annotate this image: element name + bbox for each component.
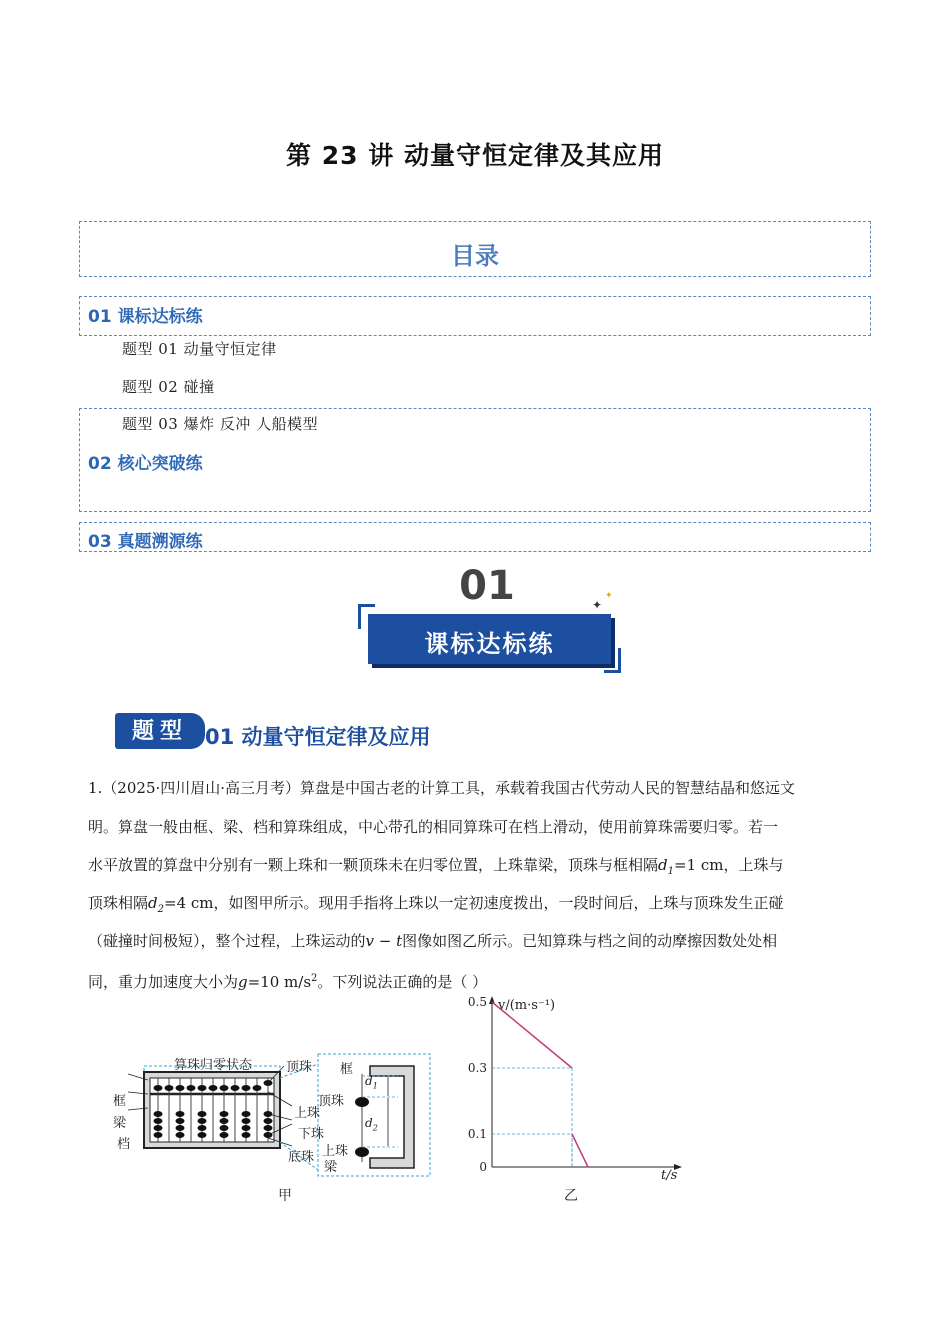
math-vt: v − t <box>365 932 403 950</box>
toc-heading: 目录 <box>451 242 499 270</box>
page-title: 第 23 讲 动量守恒定律及其应用 <box>286 141 664 170</box>
label-d2-var: d <box>365 1116 373 1130</box>
y-tick-label: 0.3 <box>467 1061 487 1075</box>
label-frame-zoom: 框 <box>340 1062 354 1077</box>
section-number: 01 <box>459 563 515 609</box>
math-exp: 2 <box>311 973 318 984</box>
label-frame: 框 <box>113 1094 127 1109</box>
label-top-bead-zoom: 顶珠 <box>318 1094 345 1109</box>
question-text: （碰撞时间极短），整个过程，上珠运动的 <box>88 932 366 950</box>
series-line <box>572 1134 588 1167</box>
chart-xlabel: t/s <box>661 1168 678 1183</box>
label-top-bead: 顶珠 <box>286 1060 313 1075</box>
question-text: 水平放置的算盘中分别有一颗上珠和一颗顶珠未在归零位置，上珠靠梁，顶珠与框相隔 <box>88 856 659 874</box>
zoom-top-bead <box>355 1097 369 1107</box>
label-upper-bead: 上珠 <box>294 1106 321 1121</box>
question-type-title: 01 动量守恒定律及应用 <box>205 725 431 749</box>
y-tick-label: 0.1 <box>467 1127 487 1141</box>
question-text: 顶珠相隔 <box>88 894 149 912</box>
math-var: d <box>658 856 668 874</box>
math-sub: 1 <box>667 866 674 877</box>
question-text: 图像如图乙所示。已知算珠与档之间的动摩擦因数处处相 <box>402 932 778 950</box>
question-line-3 <box>88 855 784 882</box>
sparkle-icon: ✦ <box>592 598 603 612</box>
toc-section-2-label[interactable]: 02 核心突破练 <box>88 454 203 474</box>
label-upper-bead-zoom: 上珠 <box>322 1144 349 1159</box>
math-var: d <box>148 894 158 912</box>
toc-section-3-label[interactable]: 03 真题溯源练 <box>88 532 203 552</box>
toc-item-2[interactable]: 题型 02 碰撞 <box>122 378 215 396</box>
math-sub: 2 <box>157 904 164 915</box>
label-rod: 档 <box>117 1137 131 1152</box>
question-type-badge: 题型 <box>115 713 205 749</box>
y-tick-label: 0 <box>479 1160 487 1174</box>
chart-ylabel: v/(m·s⁻¹) <box>498 998 556 1013</box>
question-line-5 <box>88 931 777 951</box>
question-text: 同，重力加速度大小为 <box>88 973 239 991</box>
label-d1-sub: 1 <box>372 1081 378 1091</box>
label-beam: 梁 <box>113 1116 127 1131</box>
label-lower-bead: 下珠 <box>298 1127 325 1142</box>
toc-item-3[interactable]: 题型 03 爆炸 反冲 人船模型 <box>122 415 319 433</box>
label-d1-var: d <box>365 1074 373 1088</box>
question-line-6 <box>88 969 487 992</box>
math-value: =4 cm <box>164 894 214 912</box>
math-g: g <box>238 973 248 991</box>
question-line-1: 1.（2025·四川眉山·高三月考）算盘是中国古老的计算工具，承载着我国古代劳动人民的智慧结晶和悠远文 <box>88 779 796 797</box>
section-banner <box>368 614 611 664</box>
question-text: ，上珠与 <box>723 856 784 874</box>
math-d1 <box>658 856 674 877</box>
abacus-figure <box>108 1050 438 1190</box>
question-text: ，如图甲所示。现用手指将上珠以一定初速度拨出，一段时间后，上珠与顶珠发生正碰 <box>213 894 784 912</box>
label-beam-zoom: 梁 <box>324 1160 338 1175</box>
math-d2 <box>148 894 164 915</box>
toc-item-1[interactable]: 题型 01 动量守恒定律 <box>122 340 277 358</box>
question-line-2: 明。算盘一般由框、梁、档和算珠组成，中心带孔的相同算珠可在档上滑动，使用前算珠需要归零。若一 <box>88 818 779 836</box>
label-bottom-bead: 底珠 <box>288 1150 315 1165</box>
sparkle-small-icon: ✦ <box>605 591 613 601</box>
section-banner-title: 课标达标练 <box>424 630 555 658</box>
math-value: =1 cm <box>674 856 724 874</box>
toc-section-1-label[interactable]: 01 课标达标练 <box>88 307 203 327</box>
label-d2 <box>365 1116 378 1132</box>
figure-left-caption: 甲 <box>278 1188 292 1204</box>
zoom-upper-bead <box>355 1147 369 1157</box>
label-d2-sub: 2 <box>372 1123 378 1133</box>
vt-chart <box>460 992 690 1192</box>
math-value: =10 m/s <box>247 973 312 991</box>
chart-caption: 乙 <box>564 1188 578 1204</box>
question-text: 。下列说法正确的是（ ） <box>317 973 488 991</box>
label-d1 <box>365 1074 378 1090</box>
y-tick-label: 0.5 <box>467 995 487 1009</box>
label-status: 算珠归零状态 <box>174 1058 253 1073</box>
question-line-4 <box>88 893 784 920</box>
